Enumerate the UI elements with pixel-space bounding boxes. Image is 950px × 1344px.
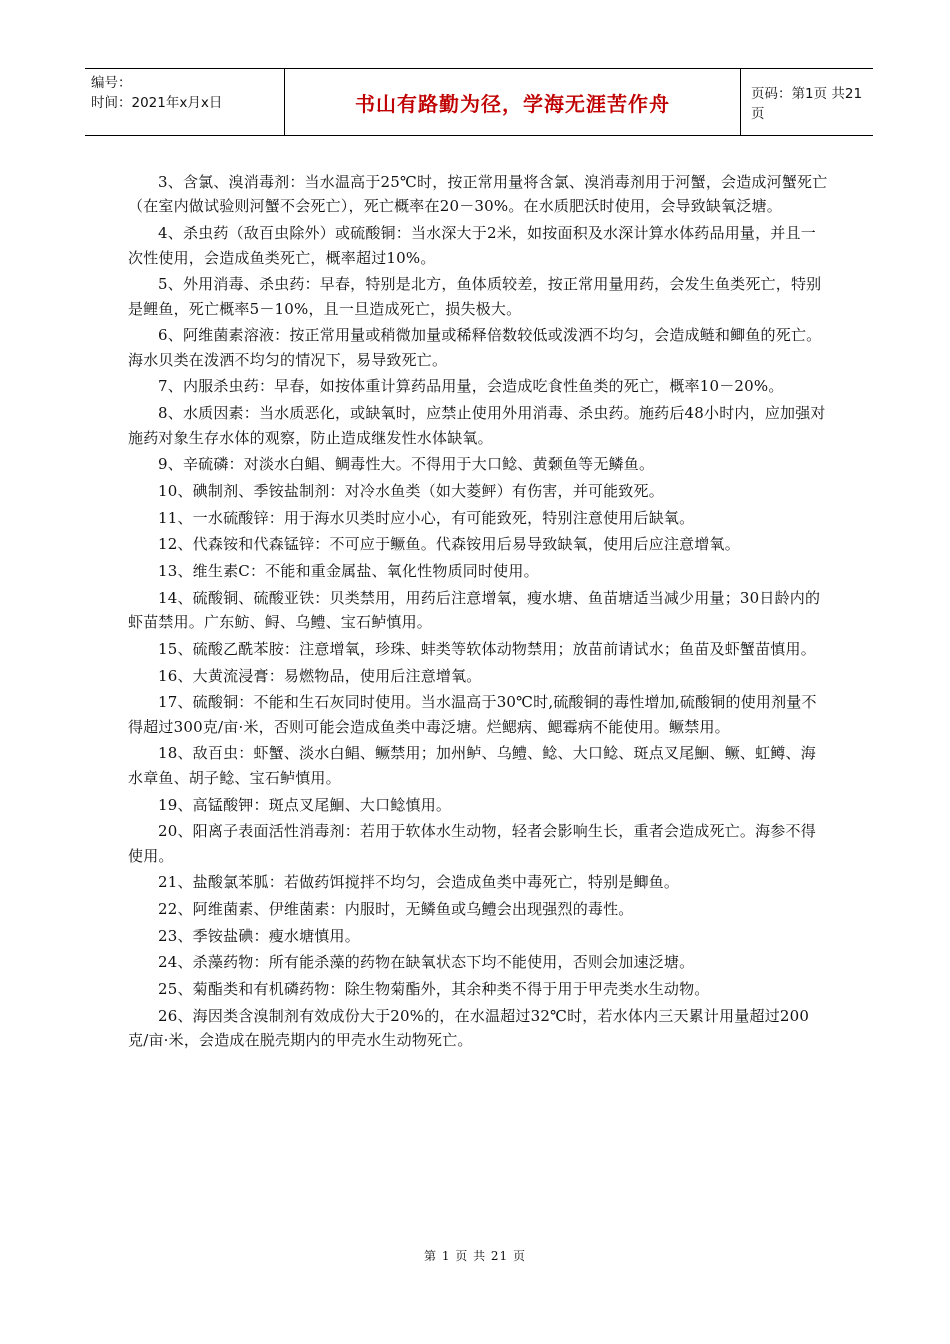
page-header — [85, 68, 873, 136]
paragraph-4: 4、杀虫药（敌百虫除外）或硫酸铜：当水深大于2米，如按面积及水深计算水体药品用量，并且一次性使用，会造成鱼类死亡，概率超过10%。 — [128, 224, 816, 267]
paragraph-3: 3、含氯、溴消毒剂：当水温高于25℃时，按正常用量将含氯、溴消毒剂用于河蟹，会造成河蟹死亡（在室内做试验则河蟹不会死亡），死亡概率在20－30%。在水质肥沃时使用，会导致缺氧泛塘。 — [128, 173, 828, 216]
time-label: 时间：2021年x月x日 — [91, 95, 223, 111]
paragraph-14: 14、硫酸铜、硫酸亚铁：贝类禁用，用药后注意增氧，瘦水塘、鱼苗塘适当减少用量；30日龄内的虾苗禁用。广东鲂、鲟、乌鳢、宝石鲈慎用。 — [128, 588, 821, 632]
page-footer: 第 1 页 共 21 页 — [424, 1249, 526, 1263]
paragraph-25: 25、菊酯类和有机磷药物：除生物菊酯外，其余种类不得于用于甲壳类水生动物。 — [158, 980, 710, 999]
header-motto: 书山有路勤为径，学海无涯苦作舟 — [285, 69, 741, 135]
paragraph-17: 17、硫酸铜：不能和生石灰同时使用。当水温高于30℃时,硫酸铜的毒性增加,硫酸铜的使用剂量不得超过300克/亩·米，否则可能会造成鱼类中毒泛塘。烂鳃病、鳃霉病不能使用。鳜禁用。 — [128, 693, 817, 736]
header-meta — [85, 69, 285, 135]
paragraph-5: 5、外用消毒、杀虫药：早春，特别是北方，鱼体质较差，按正常用量用药，会发生鱼类死亡，特别是鲤鱼，死亡概率5－10%，且一旦造成死亡，损失极大。 — [128, 275, 822, 318]
paragraph-11: 11、一水硫酸锌：用于海水贝类时应小心，有可能致死，特别注意使用后缺氧。 — [158, 508, 695, 527]
paragraph-9: 9、辛硫磷：对淡水白鲳、鲷毒性大。不得用于大口鲶、黄颡鱼等无鳞鱼。 — [158, 455, 655, 474]
paragraph-22: 22、阿维菌素、伊维菌素：内服时，无鳞鱼或乌鳢会出现强烈的毒性。 — [158, 900, 634, 919]
number-label: 编号： — [91, 75, 132, 91]
paragraph-12: 12、代森铵和代森锰锌：不可应于鳜鱼。代森铵用后易导致缺氧，使用后应注意增氧。 — [158, 535, 740, 554]
header-page-label: 页码：第1页 共21页 — [751, 86, 863, 122]
paragraph-8: 8、水质因素：当水质恶化，或缺氧时，应禁止使用外用消毒、杀虫药。施药后48小时内，应加强对施药对象生存水体的观察，防止造成继发性水体缺氧。 — [128, 404, 826, 447]
paragraph-20: 20、阳离子表面活性消毒剂：若用于软体水生动物，轻者会影响生长，重者会造成死亡。海参不得使用。 — [128, 822, 816, 865]
paragraph-13: 13、维生素C：不能和重金属盐、氧化性物质同时使用。 — [158, 562, 539, 581]
paragraph-6: 6、阿维菌素溶液：按正常用量或稍微加量或稀释倍数较低或泼洒不均匀，会造成鲢和鲫鱼的死亡。海水贝类在泼洒不均匀的情况下，易导致死亡。 — [128, 326, 822, 369]
paragraph-24: 24、杀藻药物：所有能杀藻的药物在缺氧状态下均不能使用，否则会加速泛塘。 — [158, 953, 695, 972]
document-body — [128, 170, 828, 1055]
paragraph-15: 15、硫酸乙酰苯胺：注意增氧，珍珠、蚌类等软体动物禁用；放苗前请试水；鱼苗及虾蟹苗慎用。 — [158, 639, 816, 658]
paragraph-16: 16、大黄流浸膏：易燃物品，使用后注意增氧。 — [158, 666, 482, 685]
paragraph-21: 21、盐酸氯苯胍：若做药饵搅拌不均匀，会造成鱼类中毒死亡，特别是鲫鱼。 — [158, 873, 680, 892]
paragraph-19: 19、高锰酸钾：斑点叉尾鮰、大口鲶慎用。 — [158, 795, 452, 814]
paragraph-7: 7、内服杀虫药：早春，如按体重计算药品用量，会造成吃食性鱼类的死亡，概率10－20%。 — [158, 377, 784, 396]
paragraph-18: 18、敌百虫：虾蟹、淡水白鲳、鳜禁用；加州鲈、乌鳢、鲶、大口鲶、斑点叉尾鮰、鳜、虹鳟、海水章鱼、胡子鲶、宝石鲈慎用。 — [128, 744, 816, 787]
paragraph-10: 10、碘制剂、季铵盐制剂：对冷水鱼类（如大菱鲆）有伤害，并可能致死。 — [158, 481, 664, 500]
paragraph-23: 23、季铵盐碘：瘦水塘慎用。 — [158, 926, 360, 945]
paragraph-26: 26、海因类含溴制剂有效成份大于20%的，在水温超过32℃时，若水体内三天累计用量超过200克/亩·米，会造成在脱壳期内的甲壳水生动物死亡。 — [128, 1006, 810, 1050]
